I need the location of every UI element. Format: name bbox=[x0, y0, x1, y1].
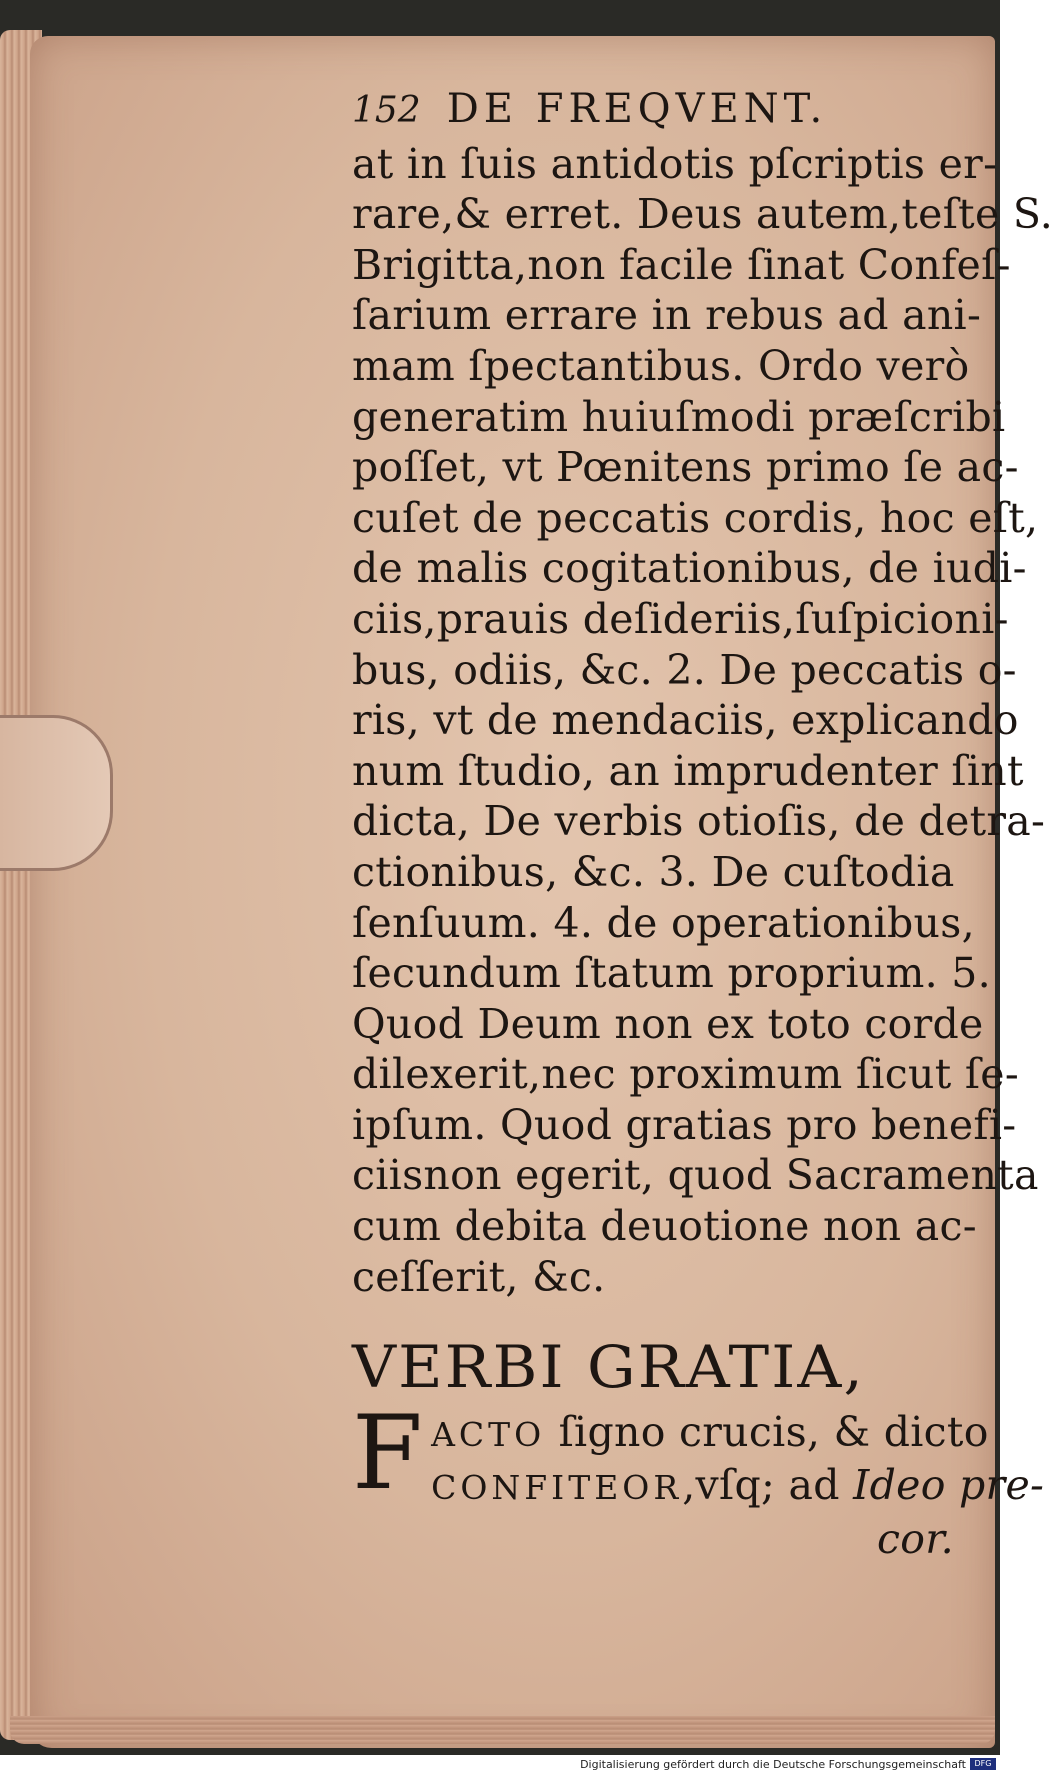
text-line: num ſtudio, an imprudenter ſint bbox=[352, 746, 1024, 795]
text-line: ris, vt de mendaciis, explicando bbox=[352, 696, 1019, 745]
text-line: cum debita deuotione non ac- bbox=[352, 1202, 977, 1251]
text-line: poſſet, vt Pœnitens primo ſe ac- bbox=[352, 443, 1019, 492]
text-line: rare,& erret. Deus autem,teſte S. bbox=[352, 190, 1053, 239]
text-line: ſecundum ſtatum proprium. 5. bbox=[352, 949, 992, 998]
text-line: Brigitta,non facile ſinat Confeſ- bbox=[352, 240, 1011, 289]
text-line: de malis cogitationibus, de iudi- bbox=[352, 544, 1027, 593]
text-line bbox=[352, 1407, 989, 1461]
section-opening bbox=[352, 1393, 1045, 1565]
text-line: dicta, De verbis otioſis, de detra- bbox=[352, 797, 1046, 846]
page-number: 152 bbox=[352, 90, 421, 131]
page-stack-edge bbox=[10, 1716, 995, 1744]
small-caps-word: ACTO bbox=[431, 1414, 546, 1454]
text-line: dilexerit,nec proximum ſicut ſe- bbox=[352, 1050, 1020, 1099]
running-header bbox=[352, 84, 982, 137]
text-line: ipſum. Quod gratias pro benefi- bbox=[352, 1100, 1017, 1149]
text-line: mam ſpectantibus. Ordo verò bbox=[352, 341, 970, 390]
section-heading: VERBI GRATIA, bbox=[352, 1333, 865, 1402]
footer-credit: Digitalisierung gefördert durch die Deutsche Forschungsgemeinschaft bbox=[580, 1758, 966, 1771]
italic-text: Ideo pre- bbox=[853, 1461, 1045, 1510]
text-line: at in ſuis antidotis pſcriptis er- bbox=[352, 139, 998, 188]
small-caps-word: CONFITEOR bbox=[431, 1468, 683, 1508]
drop-cap: F bbox=[352, 1393, 424, 1513]
dfg-logo: DFG bbox=[970, 1758, 996, 1770]
text-line: bus, odiis, &c. 2. De peccatis o- bbox=[352, 645, 1017, 694]
text-line: ciis,prauis deſideriis,ſuſpicioni- bbox=[352, 594, 1009, 643]
text-line: ctionibus, &c. 3. De cuſtodia bbox=[352, 847, 955, 896]
text-line: cuſet de peccatis cordis, hoc eſt, bbox=[352, 493, 1039, 542]
text-span: ſigno crucis, & dicto bbox=[545, 1407, 989, 1456]
text-line: generatim huiuſmodi præſcribi bbox=[352, 392, 1006, 441]
text-line: Quod Deum non ex toto corde bbox=[352, 999, 984, 1048]
header-title: DE FREQVENT. bbox=[446, 86, 828, 132]
text-span: ,vſq; ad bbox=[682, 1461, 854, 1510]
text-line: ciisnon egerit, quod Sacramenta bbox=[352, 1151, 1039, 1200]
page-text bbox=[352, 84, 1053, 1565]
text-line: ſenſuum. 4. de operationibus, bbox=[352, 898, 975, 947]
book-clasp bbox=[0, 715, 113, 871]
text-line bbox=[352, 1460, 1045, 1514]
digitization-footer bbox=[0, 1755, 1000, 1774]
text-line-final: cor. bbox=[877, 1515, 954, 1564]
text-line: ceſſerit, &c. bbox=[352, 1252, 606, 1301]
text-line: ſarium errare in rebus ad ani- bbox=[352, 291, 982, 340]
